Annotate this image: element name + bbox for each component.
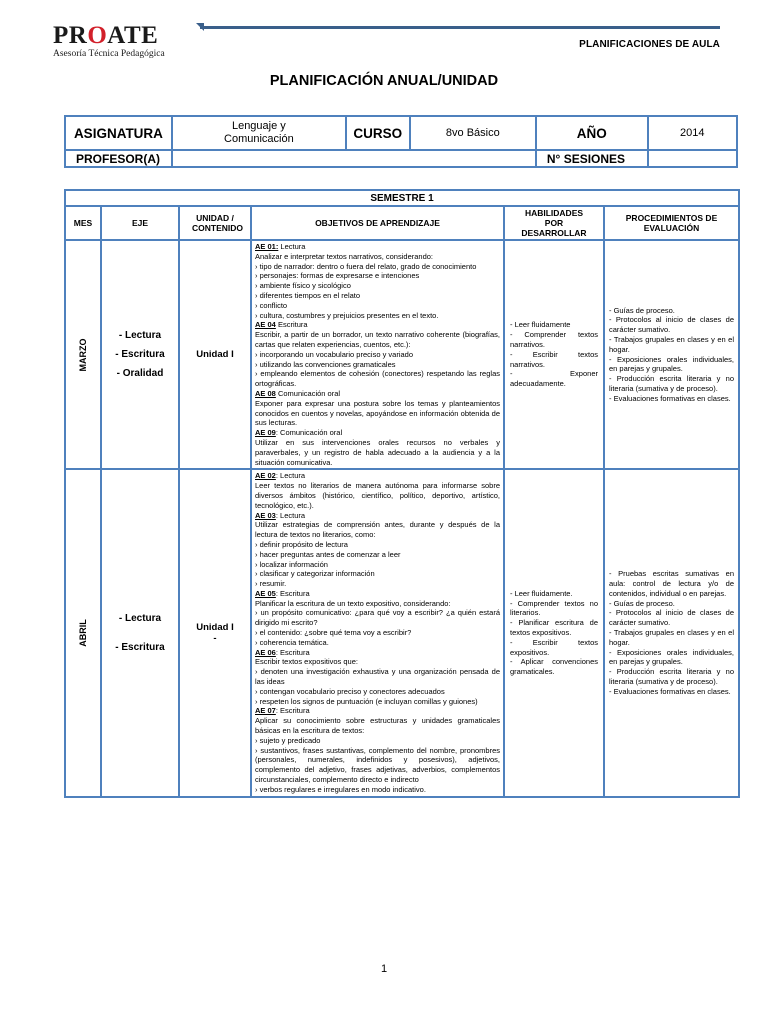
objective-block: AE 09: Comunicación oral [255, 428, 343, 438]
ano-label: AÑO [536, 116, 648, 150]
col-header-unidad: UNIDAD / CONTENIDO [179, 206, 251, 240]
eje-item: - Escritura [115, 641, 165, 653]
col-header-objetivos: OBJETIVOS DE APRENDIZAJE [251, 206, 504, 240]
sesiones-value [648, 150, 737, 167]
info-table [64, 115, 738, 168]
profesor-label: PROFESOR(A) [65, 150, 172, 167]
eje-cell [101, 469, 179, 796]
objetivos-cell: AE 02: Lectura Leer textos no literarios de manera autónoma para informarse sobre diversos ámbitos (histórico, científico, político, deportivo, artístico, tecnológico, etc.). AE 03: Lectura Utilizar estrategias de comprensión antes, durante y después de la lectura de textos no literarios, como: › definir propósito de lectura › hacer preguntas antes de comenzar a leer › localizar información › clasificar y categorizar información › resumir. AE 05: Escritura Planificar la escritura de un texto expositivo, considerando: › un propósito comunicativo: ¿para qué voy a escribir? ¿a quién estará dirigido mi escrito? › el contenido: ¿sobre qué tema voy a escribir? › coherencia temática. AE 06: Escritura Escribir textos expositivos que: › denoten una investigación exhaustiva y una organización pensada de las ideas › contengan vocabulario preciso y conectores adecuados › respeten los signos de puntuación (e incluyan comillas y guiones) AE 07: Escritura Aplicar su conocimiento sobre estructuras y unidades gramaticales básicas en la escritura de textos: › sujeto y predicado › sustantivos, frases sustantivas, complemento del nombre, pronombres (personales, numerales, indefinidos y posesivos), adjetivos, complemento del adjetivo, frases adjetivas, adverbios, complementos circunstanciales, complemento directo e indirecto › verbos regulares e irregulares en modo indicativo. [251, 469, 504, 796]
eje-item: - Escritura [115, 349, 165, 361]
habilidades-cell: - Leer fluidamente. - Comprender textos no literarios. - Planificar escritura de textos expositivos. - Escribir textos expositivos. - Aplicar convenciones gramaticales. [504, 469, 604, 796]
eje-item: - Oralidad [116, 368, 164, 380]
objective-block: AE 07: Escritura [255, 706, 310, 716]
col-header-eje: EJE [101, 206, 179, 240]
col-header-procedimientos: PROCEDIMIENTOS DE EVALUACIÓN [604, 206, 739, 240]
procedimientos-cell: - Pruebas escritas sumativas en aula: control de lectura y/o de contenidos, individual o en parejas. - Guías de proceso. - Protocolos al inicio de clases de carácter sumativo. - Trabajos grupales en clases y en el hogar. - Exposiciones orales individuales, en parejas y grupales. - Producción escrita literaria y no literaria (sumativa y de proceso). - Evaluaciones formativas en clases. [604, 469, 739, 796]
table-row [65, 469, 739, 796]
procedimientos-cell: - Guías de proceso. - Protocolos al inicio de clases de carácter sumativo. - Trabajos grupales en clases y en el hogar. - Exposiciones orales individuales, en parejas y grupales. - Producción escrita literaria y no literaria (sumativa y de proceso). - Evaluaciones formativas en clases. [604, 240, 739, 469]
objective-block: AE 03: Lectura [255, 510, 306, 520]
col-header-mes: MES [65, 206, 101, 240]
table-row [65, 240, 739, 469]
objective-block: AE 01: Lectura [255, 242, 306, 251]
objective-block: AE 05: Escritura [255, 588, 310, 598]
eje-cell [101, 240, 179, 469]
col-header-habilidades: HABILIDADES POR DESARROLLAR [504, 206, 604, 240]
unidad-cell: Unidad I - [179, 469, 251, 796]
month-label: MARZO [78, 338, 88, 372]
sesiones-label: N° SESIONES [536, 150, 648, 167]
eje-item: - Lectura [118, 612, 162, 624]
objective-block: AE 08 Comunicación oral [255, 388, 341, 398]
objective-block: AE 06: Escritura [255, 647, 310, 657]
eje-item: - Lectura [118, 330, 162, 342]
month-cell [65, 469, 101, 796]
planning-table [64, 189, 740, 798]
document-title: PLANIFICACIÓN ANUAL/UNIDAD [269, 73, 499, 89]
unidad-cell: Unidad I [179, 240, 251, 469]
month-label: ABRIL [78, 619, 88, 647]
header-section-title: PLANIFICACIONES DE AULA [579, 39, 720, 50]
asignatura-value: Lenguaje y Comunicación [172, 116, 346, 150]
objective-block: AE 04 Escritura [255, 320, 308, 330]
habilidades-cell: - Leer fluidamente - Comprender textos narrativos. - Escribir textos narrativos. - Exponer adecuadamente. [504, 240, 604, 469]
month-cell [65, 240, 101, 469]
objective-block: AE 02: Lectura [255, 471, 306, 481]
header-rule [200, 26, 720, 29]
logo-wordmark: PROATE [53, 22, 159, 49]
semester-header: SEMESTRE 1 [65, 190, 739, 206]
curso-label: CURSO [346, 116, 410, 150]
asignatura-label: ASIGNATURA [65, 116, 172, 150]
proate-logo [53, 24, 165, 59]
page-number: 1 [380, 963, 388, 975]
profesor-value [172, 150, 536, 167]
logo-subtitle: Asesoría Técnica Pedagógica [53, 49, 165, 59]
ano-value: 2014 [648, 116, 737, 150]
curso-value: 8vo Básico [410, 116, 536, 150]
objetivos-cell: AE 01: Lectura Analizar e interpretar textos narrativos, considerando: › tipo de narrador: dentro o fuera del relato, grado de conocimiento › personajes: formas de expresarse e intenciones › ambiente físico y sicológico › diferentes tiempos en el relato › conflicto › cultura, costumbres y prejuicios presentes en el texto. AE 04 Escritura Escribir, a partir de un borrador, un texto narrativo coherente (biografías, cartas que relaten experiencias, cuentos, etc.): › incorporando un vocabulario preciso y variado › utilizando las convenciones gramaticales › empleando elementos de cohesión (conectores) respetando las reglas ortográficas. AE 08 Comunicación oral Exponer para expresar una postura sobre los temas y planteamientos conocidos en cuentos y novelas, apoyándose en información obtenida de sus lecturas. AE 09: Comunicación oral Utilizar en sus intervenciones orales recursos no verbales y paraverbales, y un registro de habla adecuado a la audiencia y a la situación comunicativa. [251, 240, 504, 469]
